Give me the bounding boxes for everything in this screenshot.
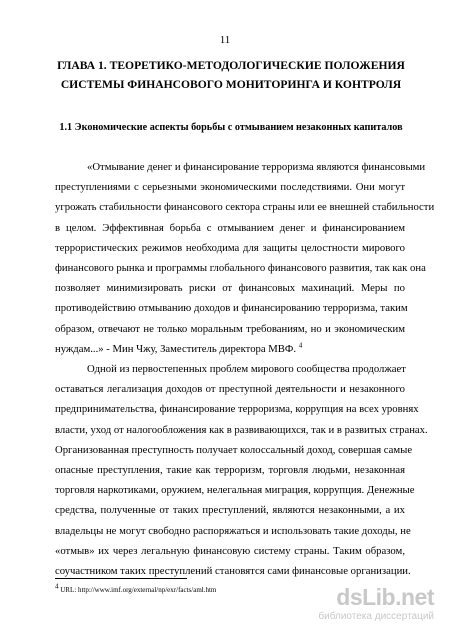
page-number: 11 — [219, 34, 231, 46]
footnote-divider — [55, 578, 187, 579]
quote-attribution: нуждам...» - Мин Чжу, Заместитель директора МВФ. — [55, 342, 297, 355]
text-line: угрожать стабильности финансового сектора страны или ее внешней стабильности — [55, 201, 435, 214]
text-line: финансового рынка и программы глобального финансового развития, так как она — [55, 261, 426, 274]
footnote — [55, 582, 217, 594]
text-line: «отмыв» их через легальную финансовую систему страны. Таким образом, — [55, 544, 405, 557]
chapter-title-line-2: СИСТЕМЫ ФИНАНСОВОГО МОНИТОРИНГА И КОНТРОЛЯ — [60, 78, 402, 91]
text-line: владельцы не могут свободно распоряжаться и использовать такие доходы, не — [55, 524, 411, 537]
footnote-url[interactable]: URL: http://www.imf.org/external/np/exr/facts/aml.htm — [60, 586, 217, 594]
section-title: 1.1 Экономические аспекты борьбы с отмыванием незаконных капиталов — [59, 122, 403, 133]
text-line: Организованная преступность получает колоссальный доход, совершая самые — [55, 443, 413, 456]
text-line: террористических режимов необходима для защиты целостности мирового — [55, 241, 405, 254]
paragraph-body — [55, 359, 428, 581]
text-line: оставаться легализация доходов от преступной деятельности и незаконного — [55, 383, 405, 396]
footnote-reference[interactable]: 4 — [298, 341, 303, 350]
text-line: опасные преступления, такие как терроризм, торговля людьми, незаконная — [55, 463, 405, 476]
text-line: Одной из первостепенных проблем мирового сообщества продолжает — [87, 363, 406, 375]
text-line: позволяет минимизировать риски от финансовых махинаций. Меры по — [55, 282, 405, 295]
text-line: торговля наркотиками, оружием, нелегальная миграция, коррупция. Денежные — [55, 484, 415, 497]
watermark-logo: dsLib.net — [336, 584, 434, 610]
text-line: «Отмывание денег и финансирование терроризма являются финансовыми — [87, 161, 426, 173]
text-line: образом, отвечают не только моральным требованиям, но и экономическим — [55, 322, 405, 335]
footnote-marker: 4 — [55, 582, 59, 591]
text-line — [55, 339, 405, 359]
text-line: власти, уход от налогообложения как в развивающихся, так и в развитых странах. — [55, 423, 428, 436]
text-line: преступлениями с серьезными экономическими последствиями. Они могут — [55, 181, 405, 194]
text-line: средства, полученные от таких преступлений, являются незаконными, а их — [55, 504, 405, 517]
text-line: противодействию отмыванию доходов и финансированию терроризма, таким — [55, 302, 408, 315]
watermark — [318, 586, 434, 624]
text-line: предпринимательства, финансирование терроризма, коррупция на всех уровнях — [55, 403, 419, 416]
text-line: в целом. Эффективная борьба с отмыванием денег и финансированием — [55, 221, 405, 234]
text-line: соучастником таких преступлений становятся сами финансовые организации. — [55, 564, 411, 577]
chapter-title — [50, 56, 412, 94]
chapter-title-line-1: ГЛАВА 1. ТЕОРЕТИКО-МЕТОДОЛОГИЧЕСКИЕ ПОЛОЖЕНИЯ — [57, 59, 405, 72]
paragraph-quote — [55, 157, 435, 359]
watermark-tagline: библиотека диссертаций — [318, 611, 434, 622]
